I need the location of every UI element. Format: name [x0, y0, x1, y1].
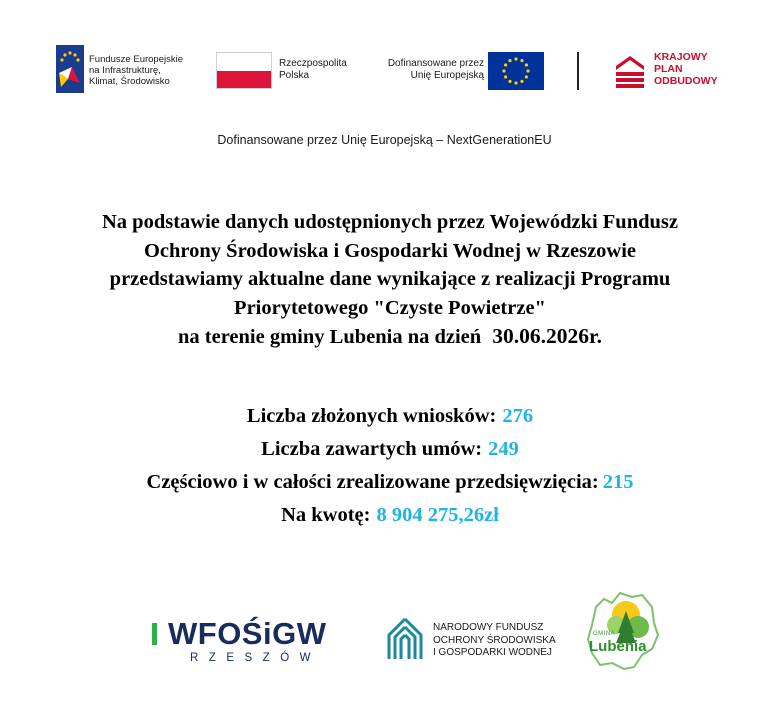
intro-line-4: Priorytetowego "Czyste Powietrze" — [234, 296, 546, 319]
gmina-lubenia-icon — [582, 585, 662, 673]
wfosigw-rzeszow-logo — [148, 616, 363, 664]
logo-divider — [577, 52, 579, 90]
fe-logo-text: Fundusze Europejskie na Infrastrukturę, Klimat, Środowisko — [89, 54, 183, 87]
intro-line-5-text: na terenie gminy Lubenia na dzień — [178, 326, 482, 348]
unia-europejska-logo — [370, 52, 545, 92]
stat-amount — [30, 499, 750, 532]
stat-value: 276 — [502, 405, 534, 427]
report-date: 30.06.2026r. — [492, 324, 602, 348]
eu-flag-icon — [488, 52, 544, 90]
eu-star — [502, 69, 505, 72]
kpo-icon — [612, 52, 648, 90]
lubenia-label: Lubenia — [589, 638, 647, 655]
intro-line-3: przedstawiamy aktualne dane wynikające z realizacji Programu — [109, 268, 671, 290]
stat-label: Na kwotę: — [281, 504, 371, 526]
eu-star — [514, 81, 517, 84]
stat-label: Częściowo i w całości zrealizowane przedsięwzięcia: — [146, 471, 599, 493]
eu-star — [504, 63, 507, 66]
wfos-logo-text: WFOŚiGW — [168, 616, 327, 651]
stat-label: Liczba złożonych wniosków: — [246, 405, 497, 427]
intro-line-1: Na podstawie danych udostępnionych przez Wojewódzki Fundusz — [102, 211, 678, 233]
intro-line-5 — [30, 322, 750, 352]
eu-star — [520, 80, 523, 83]
eu-star — [526, 69, 529, 72]
wfos-logo-subtext: RZESZÓW — [190, 652, 321, 664]
eu-star — [514, 57, 517, 60]
gmina-lubenia-logo — [582, 585, 662, 673]
stat-value: 215 — [602, 471, 634, 493]
intro-line-2: Ochrony Środowiska i Gospodarki Wodnej w Rzeszowie — [143, 239, 637, 262]
stat-value: 249 — [488, 438, 519, 460]
rp-logo-text: Rzeczpospolita Polska — [279, 58, 347, 81]
eu-star — [520, 59, 523, 62]
wfos-bar-icon — [152, 623, 157, 645]
intro-paragraph — [30, 208, 750, 352]
polish-flag-icon — [216, 52, 272, 89]
eu-star — [508, 59, 511, 62]
statistics-block — [30, 400, 750, 532]
eu-star — [508, 80, 511, 83]
stat-label: Liczba zawartych umów: — [261, 438, 483, 460]
kpo-logo-text: KRAJOWY PLAN ODBUDOWY — [654, 51, 718, 87]
stat-applications — [30, 400, 750, 433]
gmina-label: GMINA — [593, 631, 616, 637]
eu-star — [504, 75, 507, 78]
nextgenerationeu-line: Dofinansowane przez Unię Europejską – NextGenerationEU — [217, 133, 552, 147]
eu-star — [525, 63, 528, 66]
fundusze-europejskie-logo — [56, 45, 196, 95]
nfos-logo-text: NARODOWY FUNDUSZ OCHRONY ŚRODOWISKA I GOSPODARKI WODNEJ — [433, 622, 556, 658]
footer-logo-strip — [0, 585, 769, 675]
stat-value: 8 904 275,26zł — [376, 504, 499, 526]
header-logo-strip — [0, 42, 769, 98]
nfosigw-icon — [385, 615, 425, 663]
rzeczpospolita-polska-logo — [216, 52, 366, 92]
stat-completed-projects — [30, 466, 750, 499]
krajowy-plan-odbudowy-logo — [612, 50, 742, 94]
stat-contracts — [30, 433, 750, 466]
eu-star — [525, 75, 528, 78]
fundusze-europejskie-icon — [56, 45, 84, 93]
ue-logo-text: Dofinansowane przez Unię Europejską — [387, 58, 484, 81]
nfosigw-logo — [385, 615, 565, 665]
